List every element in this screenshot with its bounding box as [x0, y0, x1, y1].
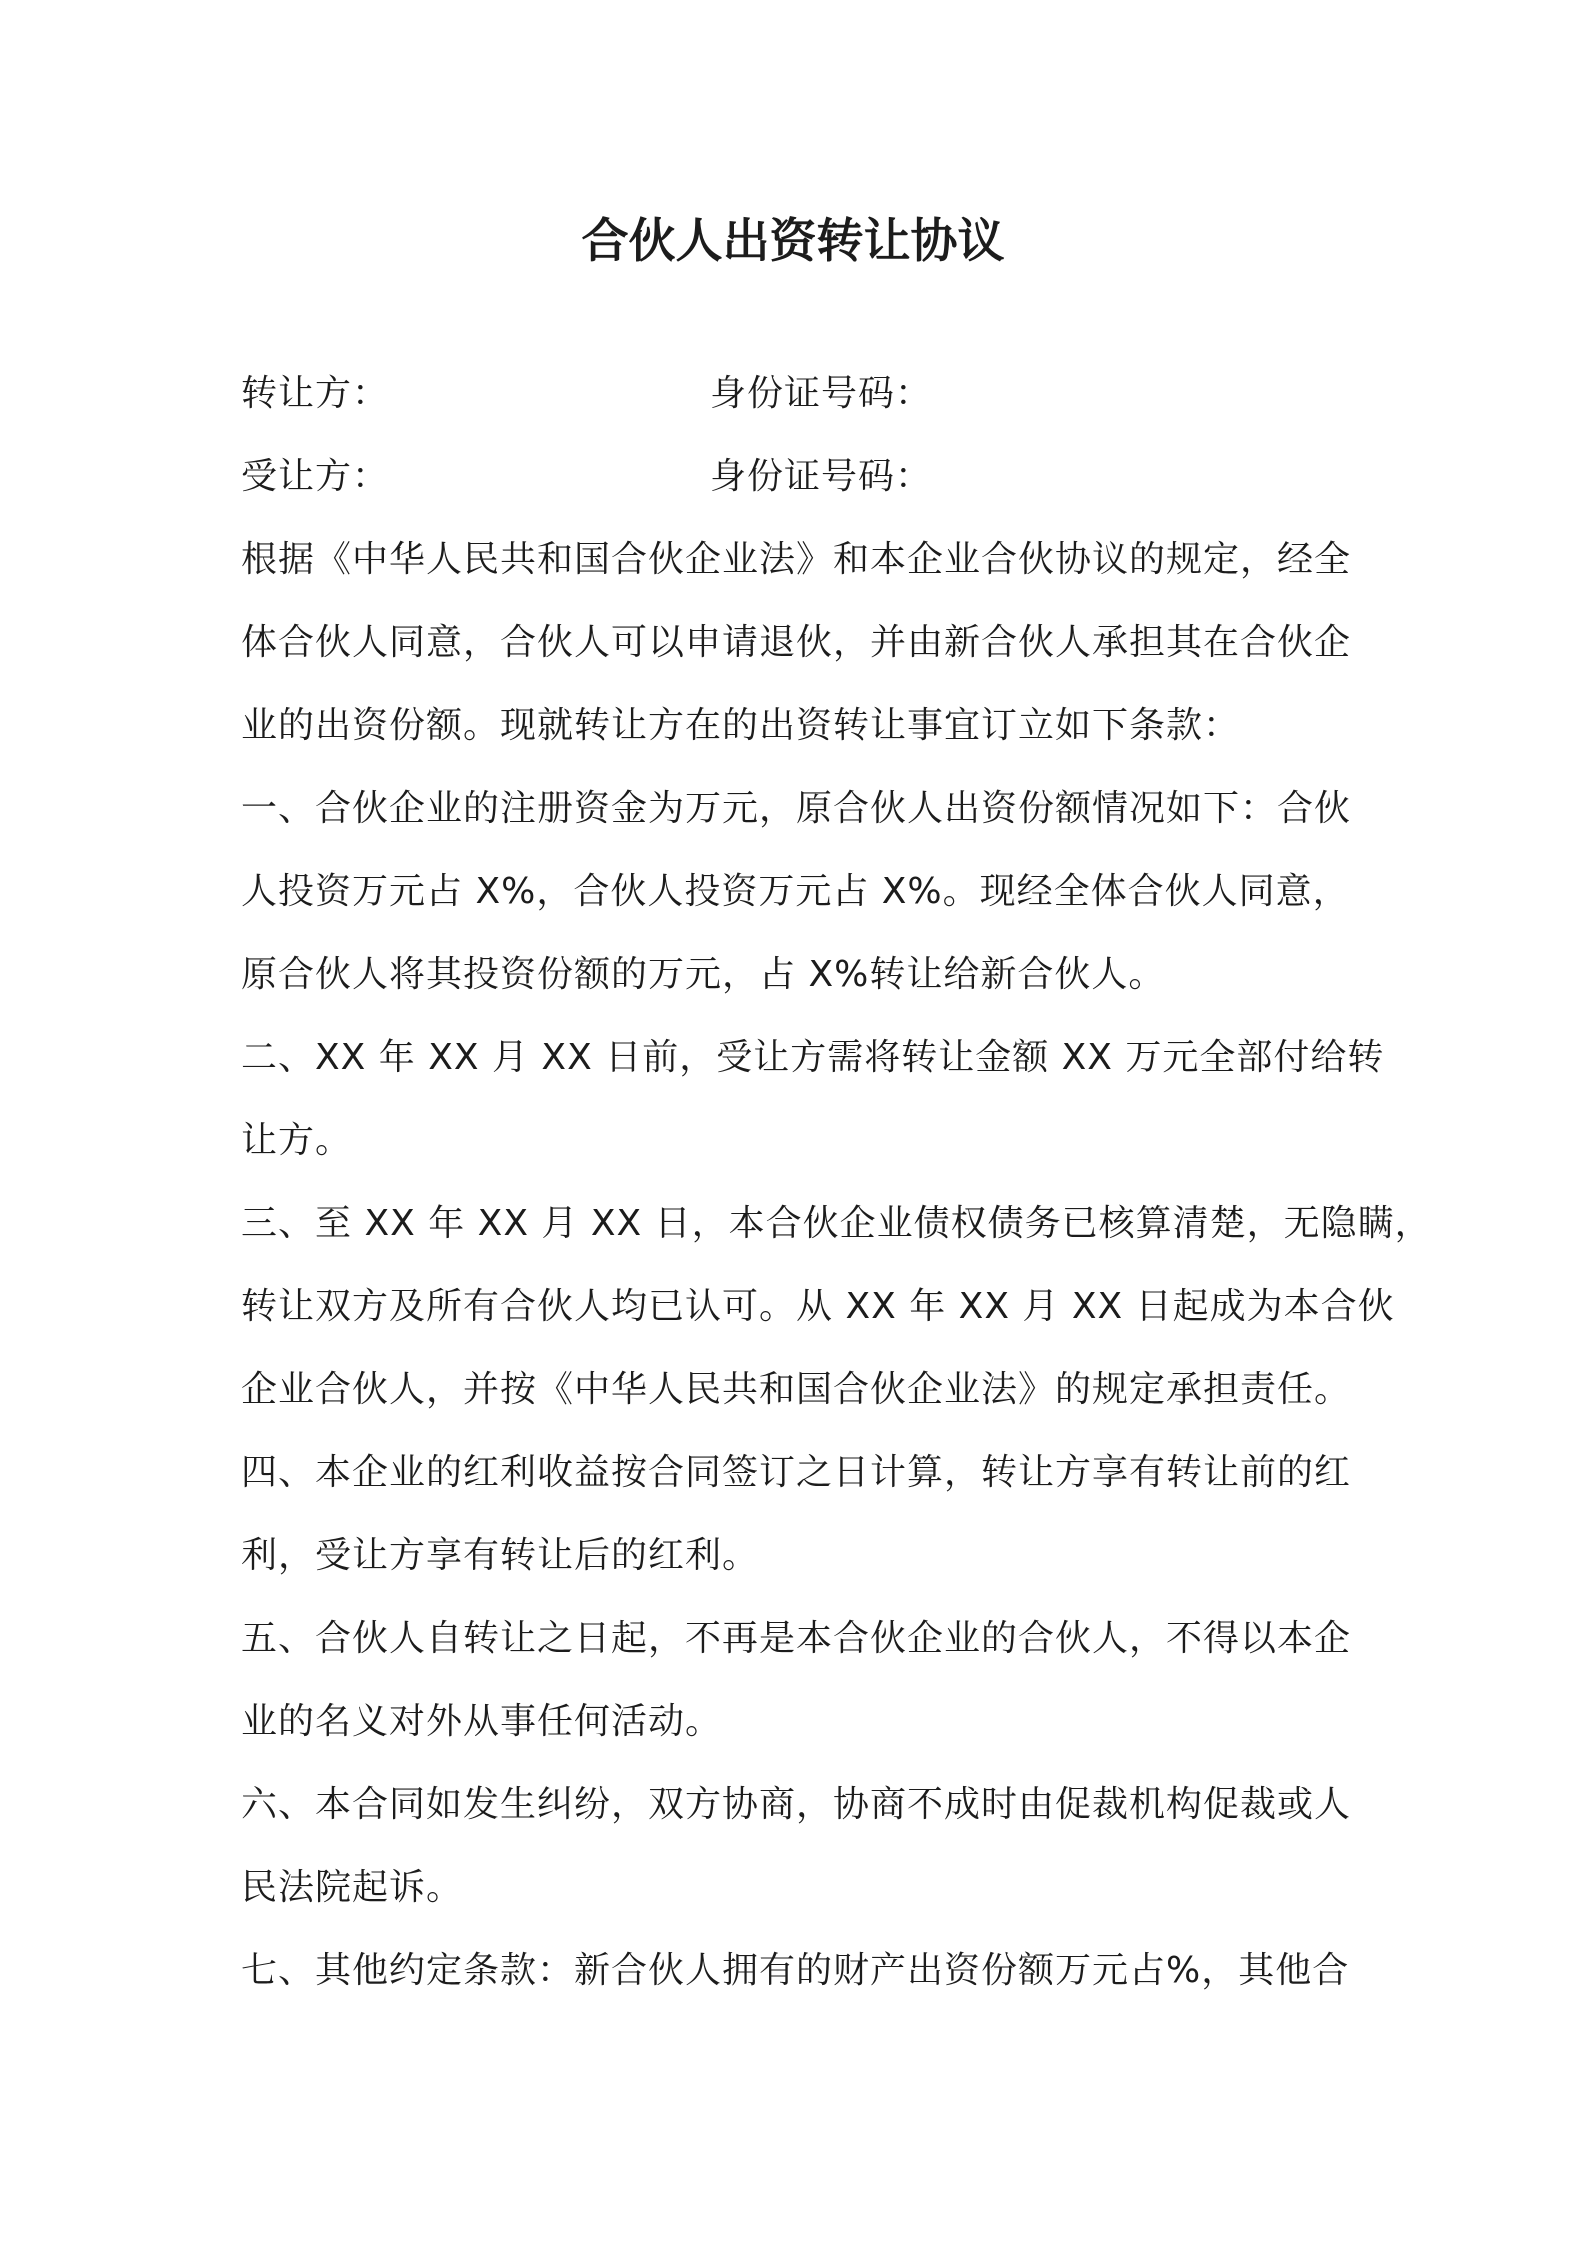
clause-4-line: 利，受让方享有转让后的红利。: [241, 1535, 760, 1576]
clause-7-line: 七、其他约定条款：新合伙人拥有的财产出资份额万元占%，其他合: [241, 1950, 1350, 1991]
clause-1-line: 人投资万元占 X%，合伙人投资万元占 X%。现经全体合伙人同意，: [241, 871, 1350, 912]
clause-5-line: 五、合伙人自转让之日起，不再是本合伙企业的合伙人，不得以本企: [241, 1618, 1352, 1659]
clause-3-line: 三、至 XX 年 XX 月 XX 日，本合伙企业债权债务已核算清楚，无隐瞒，: [241, 1203, 1432, 1244]
clause-1-line: 一、合伙企业的注册资金为万元，原合伙人出资份额情况如下：合伙: [241, 788, 1352, 829]
clause-3-line: 转让双方及所有合伙人均已认可。从 XX 年 XX 月 XX 日起成为本合伙: [241, 1286, 1395, 1327]
clause-6-line: 民法院起诉。: [241, 1867, 464, 1908]
body-line: 业的出资份额。现就转让方在的出资转让事宜订立如下条款：: [241, 705, 1241, 746]
clause-2-line: 让方。: [241, 1120, 353, 1161]
clause-3-line: 企业合伙人，并按《中华人民共和国合伙企业法》的规定承担责任。: [241, 1369, 1352, 1410]
clause-5-line: 业的名义对外从事任何活动。: [241, 1701, 723, 1742]
body-line: 根据《中华人民共和国合伙企业法》和本企业合伙协议的规定，经全: [241, 539, 1352, 580]
transferee-id-label: 身份证号码：: [710, 456, 933, 497]
transferee-label: 受让方：: [241, 456, 390, 497]
clause-6-line: 六、本合同如发生纠纷，双方协商，协商不成时由促裁机构促裁或人: [241, 1784, 1352, 1825]
document-title: 合伙人出资转让协议: [581, 214, 1005, 269]
clause-4-line: 四、本企业的红利收益按合同签订之日计算，转让方享有转让前的红: [241, 1452, 1352, 1493]
transferor-label: 转让方：: [241, 373, 390, 414]
clause-2-line: 二、XX 年 XX 月 XX 日前，受让方需将转让金额 XX 万元全部付给转: [241, 1037, 1385, 1078]
body-line: 体合伙人同意，合伙人可以申请退伙，并由新合伙人承担其在合伙企: [241, 622, 1352, 663]
transferor-id-label: 身份证号码：: [710, 373, 933, 414]
clause-1-line: 原合伙人将其投资份额的万元，占 X%转让给新合伙人。: [241, 954, 1166, 995]
